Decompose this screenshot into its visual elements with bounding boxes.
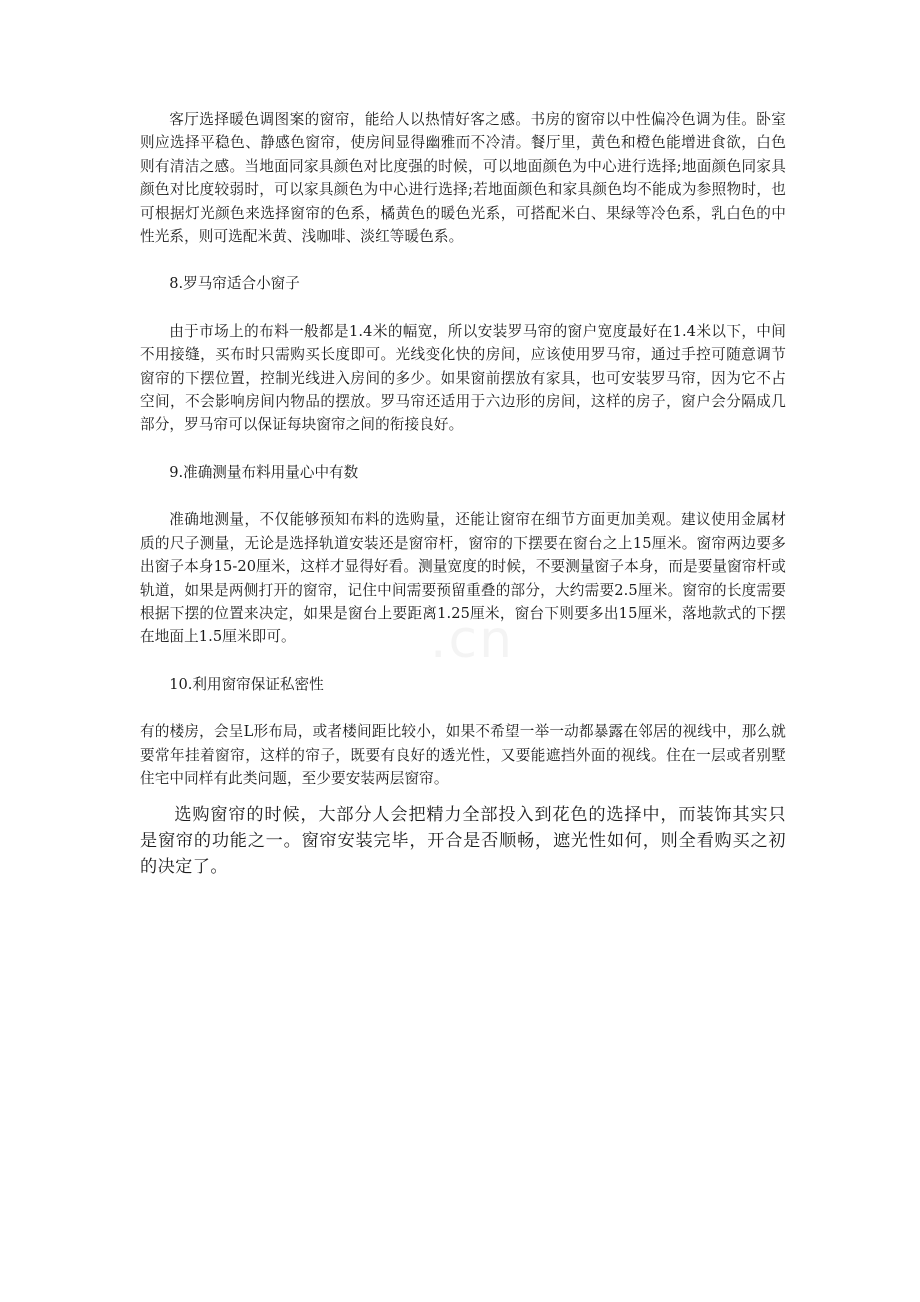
paragraph-measurement: 准确地测量，不仅能够预知布料的选购量，还能让窗帘在细节方面更加美观。建议使用金属材质的尺子测量，无论是选择轨道安装还是窗帘杆，窗帘的下摆要在窗台之上15厘米。窗帘两边要多出窗子本身15-20厘米，这样才显得好看。测量宽度的时候，不要测量窗子本身，而是要量窗帘杆或轨道，如果是两侧打开的窗帘，记住中间需要预留重叠的部分，大约需要2.5厘米。窗帘的长度需要根据下摆的位置来决定，如果是窗台上要距离1.25厘米，窗台下则要多出15厘米，落地款式的下摆在地面上1.5厘米即可。 (140, 511, 786, 646)
heading-roman-blind: 8.罗马帘适合小窗子 (169, 275, 300, 293)
paragraph-roman-blind: 由于市场上的布料一般都是1.4米的幅宽，所以安装罗马帘的窗户宽度最好在1.4米以下，中间不用接缝，买布时只需购买长度即可。光线变化快的房间，应该使用罗马帘，通过手控可随意调节窗帘的下摆位置，控制光线进入房间的多少。如果窗前摆放有家具，也可安装罗马帘，因为它不占空间，不会影响房间内物品的摆放。罗马帘还适用于六边形的房间，这样的房子，窗户会分隔成几部分，罗马帘可以保证每块窗帘之间的衔接良好。 (140, 322, 786, 434)
paragraph-privacy: 有的楼房，会呈L形布局，或者楼间距比较小，如果不希望一举一动都暴露在邻居的视线中，那么就要常年挂着窗帘，这样的帘子，既要有良好的透光性，又要能遮挡外面的视线。住在一层或者别墅住宅中同样有此类问题，至少要安装两层窗帘。 (140, 723, 786, 787)
document-body (140, 108, 786, 880)
heading-measurement: 9.准确测量布料用量心中有数 (169, 463, 359, 481)
paragraph-conclusion: 选购窗帘的时候，大部分人会把精力全部投入到花色的选择中，而装饰其实只是窗帘的功能之一。窗帘安装完毕，开合是否顺畅，遮光性如何，则全看购买之初的决定了。 (140, 805, 786, 878)
heading-privacy: 10.利用窗帘保证私密性 (169, 675, 324, 693)
paragraph-color-selection: 客厅选择暖色调图案的窗帘，能给人以热情好客之感。书房的窗帘以中性偏冷色调为佳。卧室则应选择平稳色、静感色窗帘，使房间显得幽雅而不冷清。餐厅里，黄色和橙色能增进食欲，白色则有清洁之感。当地面同家具颜色对比度强的时候，可以地面颜色为中心进行选择;地面颜色同家具颜色对比度较弱时，可以家具颜色为中心进行选择;若地面颜色和家具颜色均不能成为参照物时，也可根据灯光颜色来选择窗帘的色系，橘黄色的暖色光系，可搭配米白、果绿等冷色系，乳白色的中性光系，则可选配米黄、浅咖啡、淡红等暖色系。 (140, 111, 786, 246)
